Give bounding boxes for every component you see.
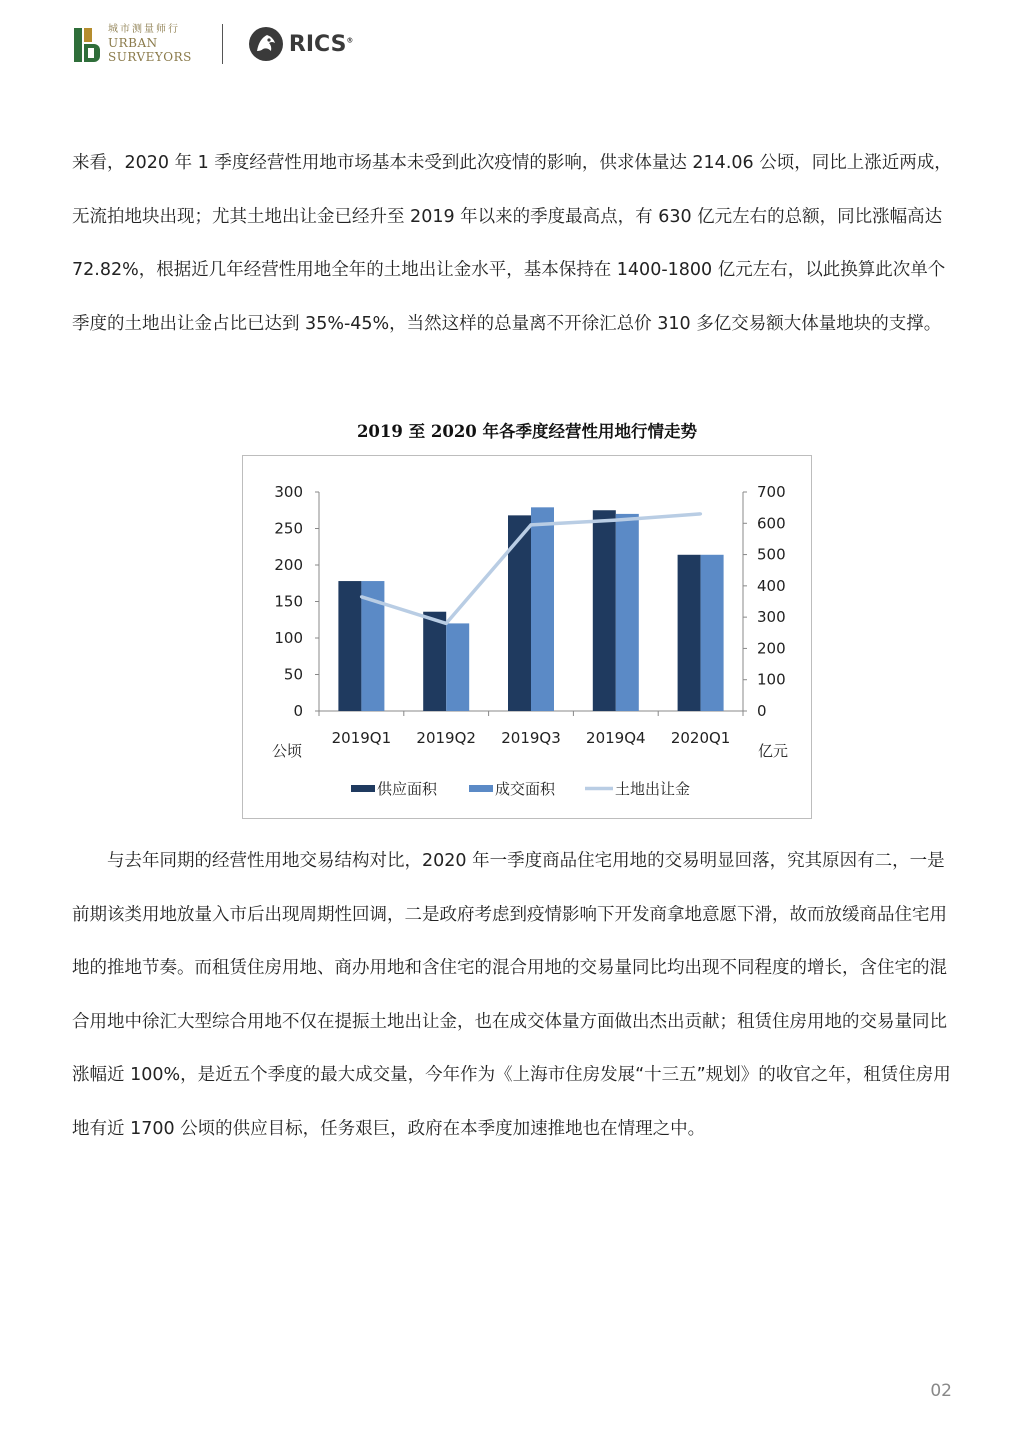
- line-point-land-revenue: [699, 512, 702, 515]
- line-point-land-revenue: [360, 595, 363, 598]
- bar-supply: [423, 612, 446, 711]
- y-left-tick-label: 150: [274, 592, 303, 611]
- y-left-tick-label: 100: [274, 629, 303, 647]
- rics-registered-mark: ®: [346, 36, 354, 45]
- y-right-tick-label: 700: [757, 483, 786, 501]
- paragraph-1: [72, 137, 952, 351]
- line-point-land-revenue: [445, 622, 448, 625]
- header: [72, 22, 353, 66]
- line-point-land-revenue: [614, 519, 617, 522]
- paragraph-2: [72, 835, 952, 1156]
- x-tick-label: 2020Q1: [670, 729, 731, 747]
- y-right-tick-label: 0: [757, 702, 767, 720]
- legend-label-0: 供应面积: [377, 780, 438, 798]
- rics-logo: [247, 25, 354, 63]
- y-right-tick-label: 200: [757, 639, 786, 658]
- urban-surveyors-en-1: URBAN: [108, 36, 158, 50]
- legend-swatch-0: [351, 785, 375, 792]
- paragraph-2-text: 与去年同期的经营性用地交易结构对比，2020 年一季度商品住宅用地的交易明显回落，究其原因有二，一是前期该类用地放量入市后出现周期性回调，二是政府考虑到疫情影响下开发商拿地意愿下滑，故而放缓商品住宅用地的推地节奏。而租赁住房用地、商办用地和含住宅的混合用地的交易量同比均出现不同程度的增长，含住宅的混合用地中徐汇大型综合用地不仅在提振土地出让金，也在成交体量方面做出杰出贡献；租赁住房用地的交易量同比涨幅近 100%，是近五个季度的最大成交量，今年作为《上海市住房发展“十三五”规划》的收官之年，租赁住房用地有近 1700 公顷的供应目标，任务艰巨，政府在本季度加速推地也在情理之中。: [72, 851, 951, 1139]
- y-right-tick-label: 400: [757, 576, 786, 595]
- bar-supply: [338, 581, 361, 711]
- bar-deal: [531, 507, 554, 711]
- urban-surveyors-en-2: SURVEYORS: [108, 50, 192, 64]
- y-right-tick-label: 100: [757, 670, 786, 689]
- y-left-tick-label: 300: [274, 483, 303, 501]
- y-left-tick-label: 50: [283, 665, 303, 684]
- x-tick-label: 2019Q2: [416, 729, 476, 747]
- legend-label-2: 土地出让金: [615, 780, 691, 798]
- y-left-axis-unit: 公顷: [271, 742, 303, 760]
- bar-supply: [593, 510, 616, 711]
- page-number: 02: [930, 1381, 952, 1401]
- bar-supply: [678, 555, 701, 711]
- x-tick-label: 2019Q4: [586, 729, 646, 747]
- header-divider: [222, 24, 223, 64]
- legend-label-1: 成交面积: [495, 780, 556, 798]
- bar-supply: [508, 515, 531, 711]
- rics-wordmark: RICS: [288, 31, 347, 57]
- bar-deal: [616, 514, 639, 711]
- paragraph-1-text: 来看，2020 年 1 季度经营性用地市场基本未受到此次疫情的影响，供求体量达 214.06 公顷，同比上涨近两成，无流拍地块出现；尤其土地出让金已经升至 2019 年以来的季度最高点，有 630 亿元左右的总额，同比涨幅高达 72.82%，根据近几年经营性用地全年的土地出让金水平，基本保持在 1400-1800 亿元左右，以此换算此次单个季度的土地出让金占比已达到 35%-45%，当然这样的总量离不开徐汇总价 310 多亿交易额大体量地块的支撑。: [72, 153, 952, 334]
- y-right-tick-label: 500: [757, 545, 786, 564]
- line-point-land-revenue: [530, 523, 533, 526]
- chart-title: 2019 至 2020 年各季度经营性用地行情走势: [356, 422, 698, 441]
- chart-frame: [242, 455, 812, 819]
- rics-lion-icon: [247, 25, 285, 63]
- x-tick-label: 2019Q1: [331, 729, 392, 747]
- bar-deal: [701, 555, 724, 711]
- urban-surveyors-logo: [72, 24, 192, 64]
- urban-surveyors-cn: 城市测量师行: [108, 24, 180, 35]
- y-right-axis-unit: 亿元: [757, 742, 789, 760]
- x-tick-label: 2019Q3: [501, 729, 561, 747]
- legend-swatch-1: [469, 785, 493, 792]
- y-left-tick-label: 0: [293, 702, 303, 720]
- y-left-tick-label: 200: [274, 556, 303, 574]
- y-left-tick-label: 250: [274, 519, 303, 538]
- urban-surveyors-emblem-icon: [72, 24, 102, 64]
- bar-deal: [446, 623, 469, 711]
- chart-svg: [243, 456, 811, 818]
- y-right-tick-label: 600: [757, 514, 786, 533]
- y-right-tick-label: 300: [757, 608, 786, 627]
